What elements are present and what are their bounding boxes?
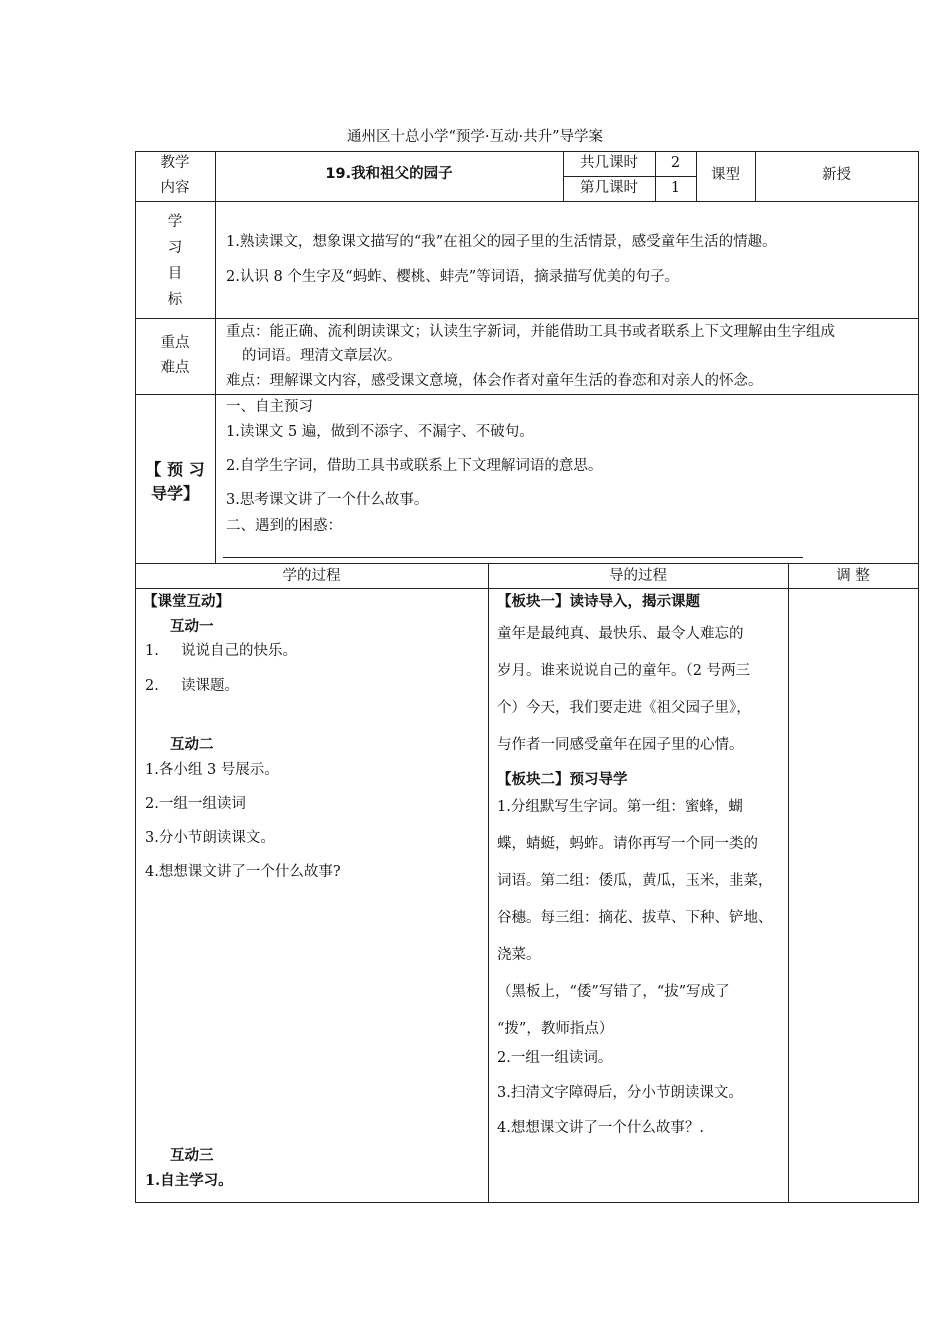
- list-number: 1.: [145, 643, 159, 659]
- list-item: [145, 1171, 233, 1191]
- list-item: 2.一组一组读词: [145, 796, 246, 812]
- list-item: 读课题。: [181, 678, 239, 694]
- lesson-type-value: 新授: [822, 167, 851, 183]
- interaction-2-heading: 互动二: [170, 736, 214, 753]
- objective-item: 1.熟读课文，想象课文描写的“我”在祖父的园子里的生活情景，感受童年生活的情趣。: [226, 234, 777, 250]
- objectives-label-char: 习: [167, 240, 183, 256]
- list-item: 4.想想课文讲了一个什么故事?: [145, 864, 341, 880]
- preview-label-line-1: 【 预 习: [145, 460, 205, 479]
- difficult-point-line: 难点：理解课文内容，感受课文意境，体会作者对童年生活的眷恋和对亲人的怀念。: [226, 373, 763, 389]
- total-periods-label: 共几课时: [580, 155, 638, 171]
- classroom-interaction-title: 【课堂互动】: [143, 593, 230, 610]
- content-label-line-2: 内容: [160, 180, 190, 196]
- block-2-line: 1.分组默写生字词。第一组：蜜蜂，蝴: [497, 799, 743, 815]
- block-2-line: （黑板上，“倭”写错了，“拔”写成了: [497, 984, 730, 1000]
- block-2-line: 浇菜。: [497, 947, 541, 963]
- col-header-learn: 学的过程: [282, 568, 341, 584]
- block-2-line: 4.想想课文讲了一个什么故事？.: [497, 1120, 704, 1136]
- preview-heading-2: 二、遇到的困惑：: [226, 518, 342, 534]
- list-item: 1.各小组 3 号展示。: [145, 762, 279, 778]
- current-period-label: 第几课时: [580, 180, 638, 196]
- content-label: [135, 151, 215, 201]
- block-2-title: 【板块二】预习导学: [497, 771, 628, 788]
- content-label-line-1: 教学: [160, 155, 190, 171]
- self-study-label: 1.自主学习。: [145, 1172, 233, 1189]
- block-1-title: 【板块一】读诗导入，揭示课题: [497, 593, 700, 610]
- block-2-text: [497, 789, 782, 1048]
- lesson-type-label: 课型: [711, 167, 740, 183]
- preview-item: 2.自学生字词，借助工具书或联系上下文理解词语的意思。: [226, 458, 603, 474]
- block-1-line: 童年是最纯真、最快乐、最令人难忘的: [497, 626, 744, 642]
- col-header-adjust: 调 整: [836, 568, 870, 584]
- interaction-3-heading: 互动三: [170, 1147, 214, 1164]
- block-2-line: 蝶，蜻蜓，蚂蚱。请你再写一个同一类的: [497, 836, 758, 852]
- col-header-guide: 导的过程: [609, 568, 667, 584]
- objectives-label: [135, 209, 215, 313]
- preview-item: 3.思考课文讲了一个什么故事。: [226, 492, 429, 508]
- key-points-label: [135, 331, 215, 381]
- current-period-value: 1: [670, 180, 681, 196]
- total-periods-value: 2: [670, 155, 681, 171]
- list-number: 2.: [145, 678, 159, 694]
- objective-item: 2.认识 8 个生字及“蚂蚱、樱桃、蚌壳”等词语，摘录描写优美的句子。: [226, 269, 680, 285]
- key-point-line: 重点：能正确、流利朗读课文；认读生字新词，并能借助工具书或者联系上下文理解由生字组成: [226, 324, 835, 340]
- block-2-line: 3.扫清文字障碍后，分小节朗读课文。: [497, 1085, 743, 1101]
- objectives-label-char: 目: [167, 266, 183, 282]
- block-1-text: [497, 616, 782, 764]
- block-2-line: 词语。第二组：倭瓜，黄瓜，玉米，韭菜，: [497, 873, 773, 889]
- lesson-title: 19.我和祖父的园子: [325, 166, 453, 182]
- interaction-1-heading: 互动一: [170, 618, 214, 635]
- preview-label-line-2: 导学】: [150, 484, 199, 503]
- list-item: 说说自己的快乐。: [181, 643, 297, 659]
- objectives-label-char: 学: [167, 214, 183, 230]
- block-1-line: 个）今天，我们要走进《祖父园子里》，: [497, 700, 751, 716]
- block-2-line: 谷穗。每三组：摘花、拔草、下种、铲地、: [497, 910, 773, 926]
- list-item: 3.分小节朗读课文。: [145, 830, 275, 846]
- preview-heading: 一、自主预习: [226, 399, 313, 415]
- block-2-line: “拨”，教师指点）: [497, 1021, 614, 1037]
- block-2-line: 2.一组一组读词。: [497, 1050, 613, 1066]
- page-title: 通州区十总小学“预学·互动·共升”导学案: [346, 129, 604, 145]
- preview-label: [135, 458, 215, 506]
- preview-item: 1.读课文 5 遍，做到不添字、不漏字、不破句。: [226, 424, 534, 440]
- key-points-label-line-1: 重点: [160, 335, 190, 351]
- block-1-line: 岁月。谁来说说自己的童年。（2 号两三: [497, 663, 751, 679]
- block-1-line: 与作者一同感受童年在园子里的心情。: [497, 737, 744, 753]
- objectives-label-char: 标: [167, 292, 183, 308]
- key-point-line: 的词语。理清文章层次。: [242, 348, 402, 364]
- key-points-label-line-2: 难点: [160, 360, 190, 376]
